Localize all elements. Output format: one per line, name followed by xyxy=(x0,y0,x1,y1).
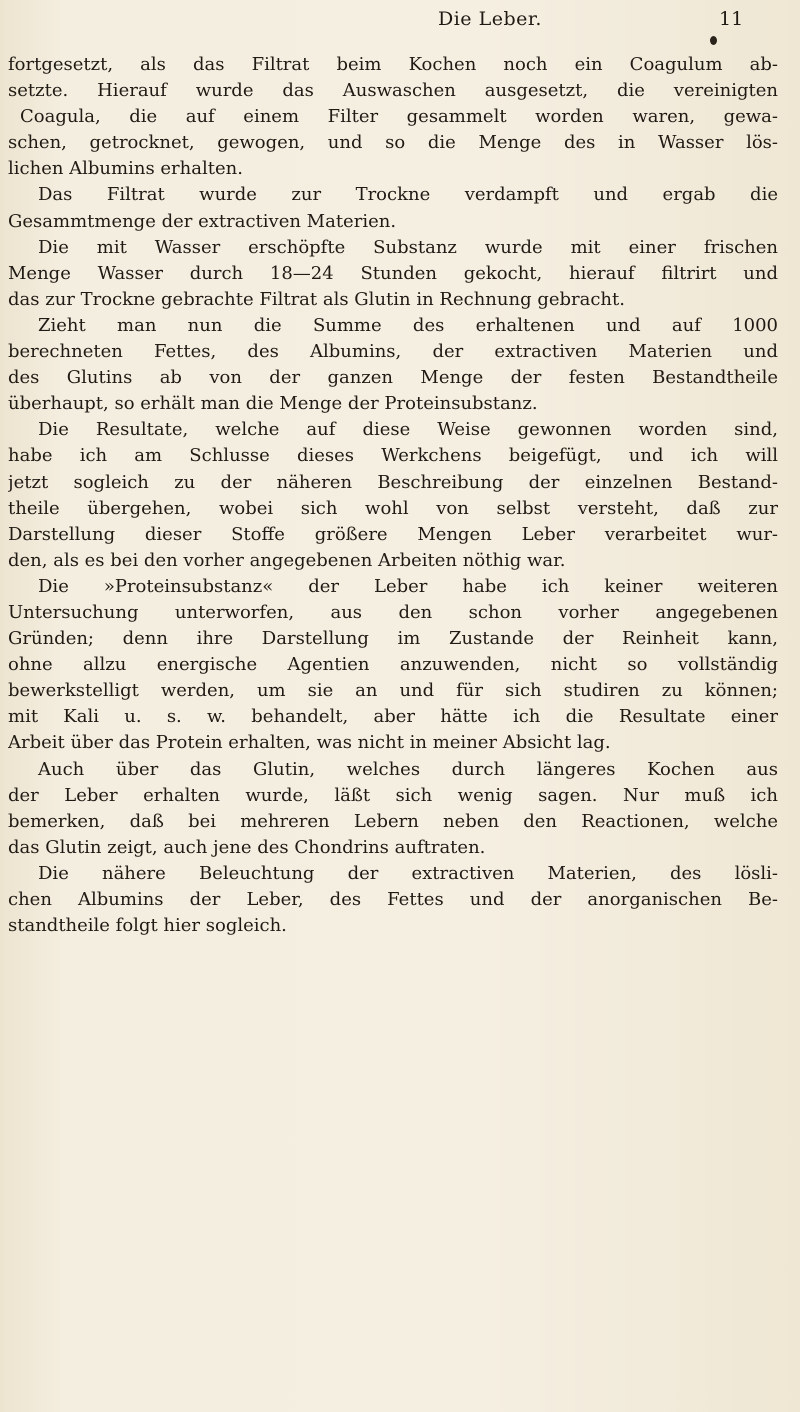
text-line: Die mit Wasser erschöpfte Substanz wurde mit einer frischen xyxy=(38,236,778,258)
text-line: Auch über das Glutin, welches durch längeres Kochen aus xyxy=(38,758,778,780)
text-line: Zieht man nun die Summe des erhaltenen und auf 1000 xyxy=(38,314,778,336)
text-line: Darstellung dieser Stoffe größere Mengen Leber verarbeitet wur- xyxy=(8,523,778,545)
text-line: der Leber erhalten wurde, läßt sich wenig sagen. Nur muß ich xyxy=(8,784,778,806)
text-line: Gesammtmenge der extractiven Materien. xyxy=(8,210,397,232)
text-line: das Glutin zeigt, auch jene des Chondrins auftraten. xyxy=(8,836,486,858)
text-line: überhaupt, so erhält man die Menge der Proteinsubstanz. xyxy=(8,393,538,415)
running-head xyxy=(0,8,800,36)
text-line: Die »Proteinsubstanz« der Leber habe ich keiner weiteren xyxy=(38,575,778,597)
text-line: schen, getrocknet, gewogen, und so die Menge des in Wasser lös- xyxy=(8,132,778,154)
text-line: das zur Trockne gebrachte Filtrat als Glutin in Rechnung gebracht. xyxy=(8,288,625,310)
text-line: Das Filtrat wurde zur Trockne verdampft und ergab die xyxy=(38,184,778,206)
text-line: den, als es bei den vorher angegebenen Arbeiten nöthig war. xyxy=(8,549,566,571)
text-line: lichen Albumins erhalten. xyxy=(8,158,243,180)
text-line: standtheile folgt hier sogleich. xyxy=(8,915,287,937)
text-line: Coagula, die auf einem Filter gesammelt worden waren, gewa- xyxy=(20,106,778,128)
text-line: fortgesetzt, als das Filtrat beim Kochen noch ein Coagulum ab- xyxy=(8,54,778,75)
text-line: Untersuchung unterworfen, aus den schon vorher angegebenen xyxy=(8,601,778,623)
text-line: Arbeit über das Protein erhalten, was nicht in meiner Absicht lag. xyxy=(8,732,611,754)
text-line: setzte. Hierauf wurde das Auswaschen ausgesetzt, die vereinigten xyxy=(8,80,778,102)
text-line: chen Albumins der Leber, des Fettes und der anorganischen Be- xyxy=(8,889,778,910)
text-line: Gründen; denn ihre Darstellung im Zustande der Reinheit kann, xyxy=(8,628,778,650)
text-line: des Glutins ab von der ganzen Menge der festen Bestandtheile xyxy=(8,367,778,389)
text-line: bewerkstelligt werden, um sie an und für sich studiren zu können; xyxy=(8,680,778,702)
text-line: ohne allzu energische Agentien anzuwenden, nicht so vollständig xyxy=(8,654,778,676)
body-text xyxy=(8,52,778,939)
text-line: mit Kali u. s. w. behandelt, aber hätte ich die Resultate einer xyxy=(8,706,778,728)
printer-mark-icon xyxy=(710,36,717,45)
text-line: habe ich am Schlusse dieses Werkchens beigefügt, und ich will xyxy=(8,445,778,467)
text-line: berechneten Fettes, des Albumins, der extractiven Materien und xyxy=(8,341,778,363)
running-title: Die Leber. xyxy=(438,8,542,30)
text-line: Die nähere Beleuchtung der extractiven Materien, des lösli- xyxy=(38,862,778,884)
text-line: jetzt sogleich zu der näheren Beschreibung der einzelnen Bestand- xyxy=(8,471,778,493)
text-line: theile übergehen, wobei sich wohl von selbst versteht, daß zur xyxy=(8,497,778,519)
text-line: Die Resultate, welche auf diese Weise gewonnen worden sind, xyxy=(38,419,778,441)
text-line: bemerken, daß bei mehreren Lebern neben den Reactionen, welche xyxy=(8,810,778,832)
text-line: Menge Wasser durch 18—24 Stunden gekocht, hierauf filtrirt und xyxy=(8,262,778,284)
page-number: 11 xyxy=(719,8,744,30)
